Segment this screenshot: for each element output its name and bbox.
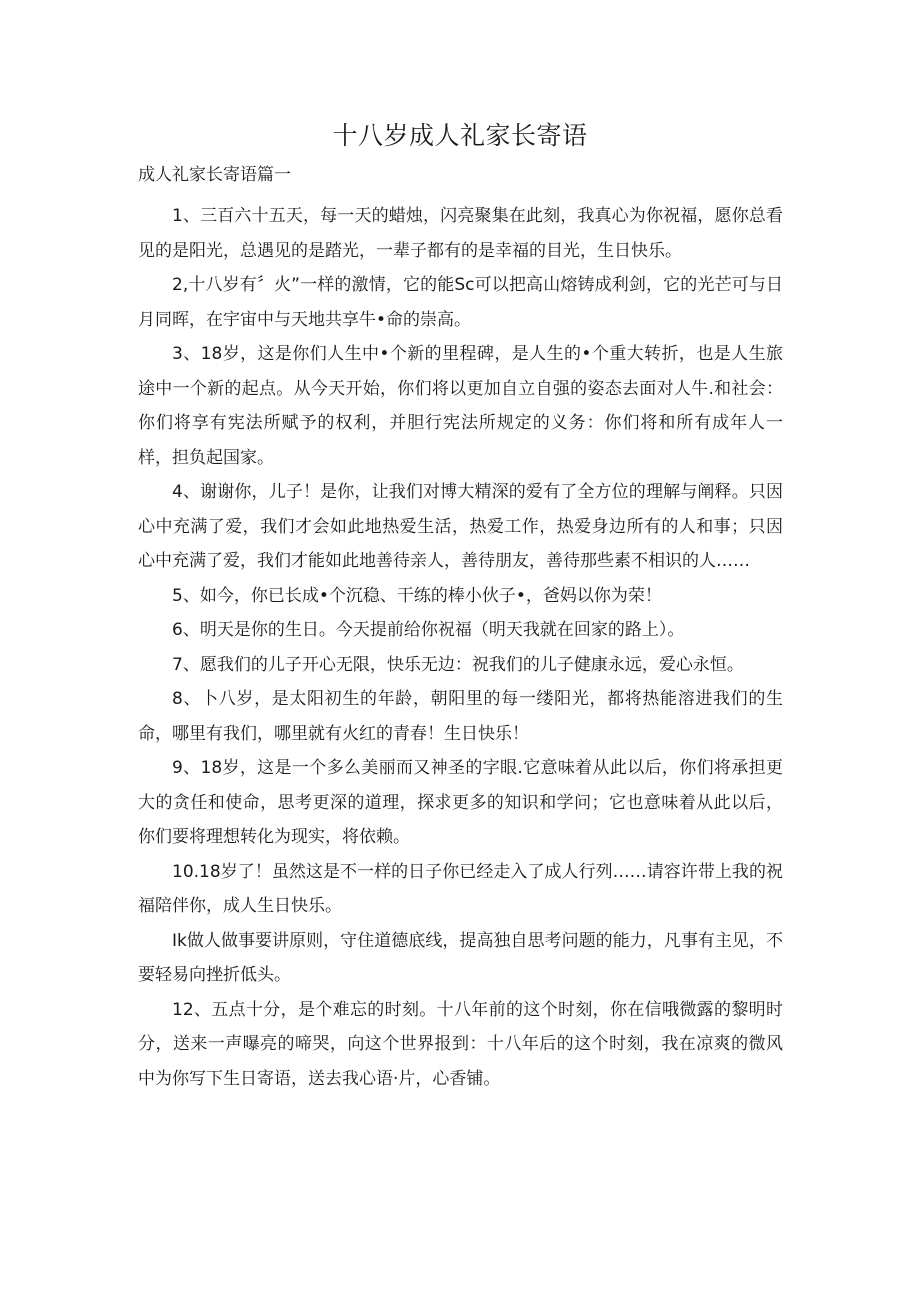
paragraph-6: 6、明天是你的生日。今天提前给你祝福（明天我就在回家的路上）。	[172, 620, 685, 640]
paragraph-11: Ik做人做事要讲原则，守住道德底线，提高独自思考问题的能力，凡事有主见，不要轻易向挫折低头。	[138, 930, 783, 985]
paragraph-9: 9、18岁，这是一个多么美丽而又神圣的字眼.它意味着从此以后，你们将承担更大的贪任和使命，思考更深的道理，探求更多的知识和学问；它也意味着从此以后，你们要将理想转化为现实，将依赖。	[138, 758, 783, 847]
paragraph-8: 8、卜八岁，是太阳初生的年龄，朝阳里的每一缕阳光，都将热能溶进我们的生命，哪里有我们，哪里就有火红的青春！生日快乐！	[138, 689, 783, 744]
paragraph-2: 2,十八岁有〞火”一样的激情，它的能Sc可以把高山熔铸成利剑，它的光芒可与日月同晖，在宇宙中与天地共享牛•命的崇高。	[138, 275, 783, 330]
paragraph-7: 7、愿我们的儿子开心无限，快乐无边：祝我们的儿子健康永远，爱心永恒。	[172, 654, 744, 675]
paragraph-1: 1、三百六十五天，每一天的蜡烛，闪亮聚集在此刻，我真心为你祝福，愿你总看见的是阳光，总遇见的是踏光，一辈子都有的是幸福的目光，生日快乐。	[138, 206, 783, 261]
paragraph-5: 5、如今，你已长成•个沉稳、干练的棒小伙子•，爸妈以你为荣！	[172, 585, 662, 606]
paragraph-4: 4、谢谢你，儿子！是你，让我们对博大精深的爱有了全方位的理解与阐释。只因心中充满了爱，我们才会如此地热爱生活，热爱工作，热爱身边所有的人和事；只因心中充满了爱，我们才能如此地善待亲人，善待朋友，善待那些素不相识的人……	[138, 482, 783, 571]
paragraph-10: 10.18岁了！虽然这是不一样的日子你已经走入了成人行列……请容许带上我的祝福陪伴你，成人生日快乐。	[138, 861, 783, 916]
document-title: 十八岁成人礼家长寄语	[332, 121, 588, 150]
paragraph-3: 3、18岁，这是你们人生中•个新的里程碑，是人生的•个重大转折，也是人生旅途中一个新的起点。从今天开始，你们将以更加自立自强的姿态去面对人牛.和社会：你们将享有宪法所赋予的权利，并胆行宪法所规定的义务：你们将和所有成年人一样，担负起国家。	[138, 344, 783, 468]
section-heading: 成人礼家长寄语篇一	[138, 165, 291, 185]
document-body	[138, 199, 783, 1096]
paragraph-12: 12、五点十分，是个难忘的时刻。十八年前的这个时刻，你在信哦微露的黎明时分，送来一声曝亮的啼哭，向这个世界报到：十八年后的这个时刻，我在凉爽的微风中为你写下生日寄语，送去我心语·片，心香铺。	[138, 999, 783, 1089]
